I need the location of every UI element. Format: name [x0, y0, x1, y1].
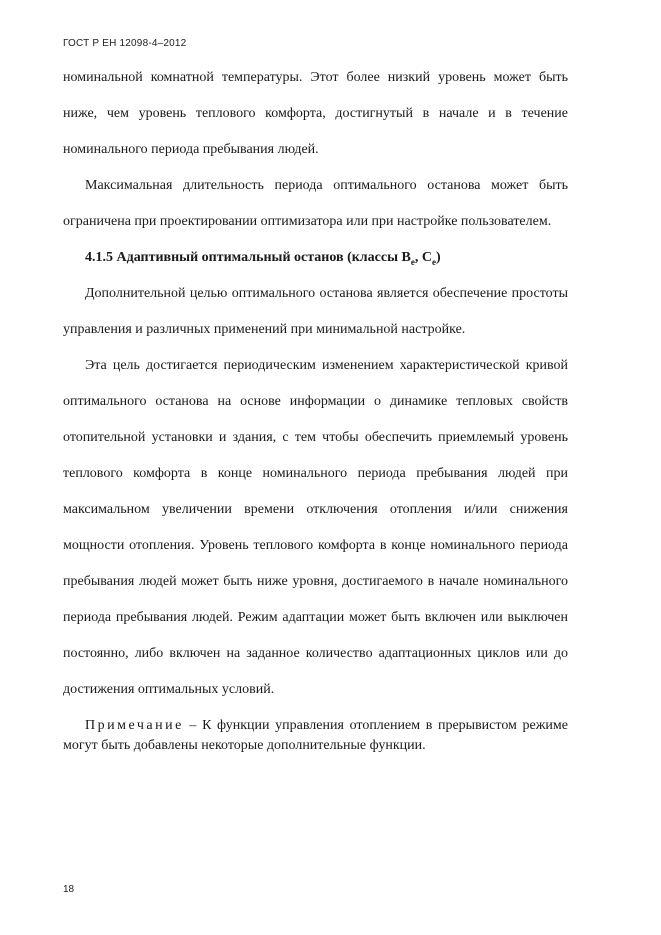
section-heading-subscript-b: e — [410, 256, 415, 267]
document-standard-id: ГОСТ Р ЕН 12098-4–2012 — [63, 38, 187, 49]
page-content — [63, 60, 568, 756]
note-label: Примечание — [85, 718, 184, 733]
paragraph-goal: Дополнительной целью оптимального останова является обеспечение простоты управления и различных применений при минимальной настройке. — [63, 286, 568, 337]
note-dash: – — [183, 718, 203, 733]
section-heading-close: ) — [435, 250, 441, 265]
paragraph-continued: номинальной комнатной температуры. Этот более низкий уровень может быть ниже, чем уровень теплового комфорта, достигнутый в начале и в течение номинального периода пребывания людей. — [63, 70, 568, 157]
page-number: 18 — [63, 884, 75, 895]
paragraph-adaptation: Эта цель достигается периодическим изменением характеристической кривой оптимального останова на основе информации о динамике тепловых свойств отопительной установки и здания, с тем чтобы обеспечить приемлемый уровень теплового комфорта в конце номинального периода пребывания людей при максимальном увеличении времени отключения отопления и/или снижения мощности отопления. Уровень теплового комфорта в конце номинального периода пребывания людей может быть ниже уровня, достигаемого в начале номинального периода пребывания людей. Режим адаптации может быть включен или выключен постоянно, либо включен на заданное количество адаптационных циклов или до достижения оптимальных условий. — [63, 358, 568, 697]
section-heading-4-1-5 — [63, 240, 568, 276]
section-heading-mid: , C — [414, 250, 432, 265]
note — [63, 716, 568, 756]
section-heading-main: 4.1.5 Адаптивный оптимальный останов (классы B — [85, 250, 411, 265]
paragraph-max-duration: Максимальная длительность периода оптимального останова может быть ограничена при проектировании оптимизатора или при настройке пользователем. — [63, 178, 568, 229]
note-text: К функции управления отоплением в прерывистом режиме могут быть добавлены некоторые дополнительные функции. — [63, 718, 568, 753]
section-heading-subscript-c: e — [431, 256, 436, 267]
